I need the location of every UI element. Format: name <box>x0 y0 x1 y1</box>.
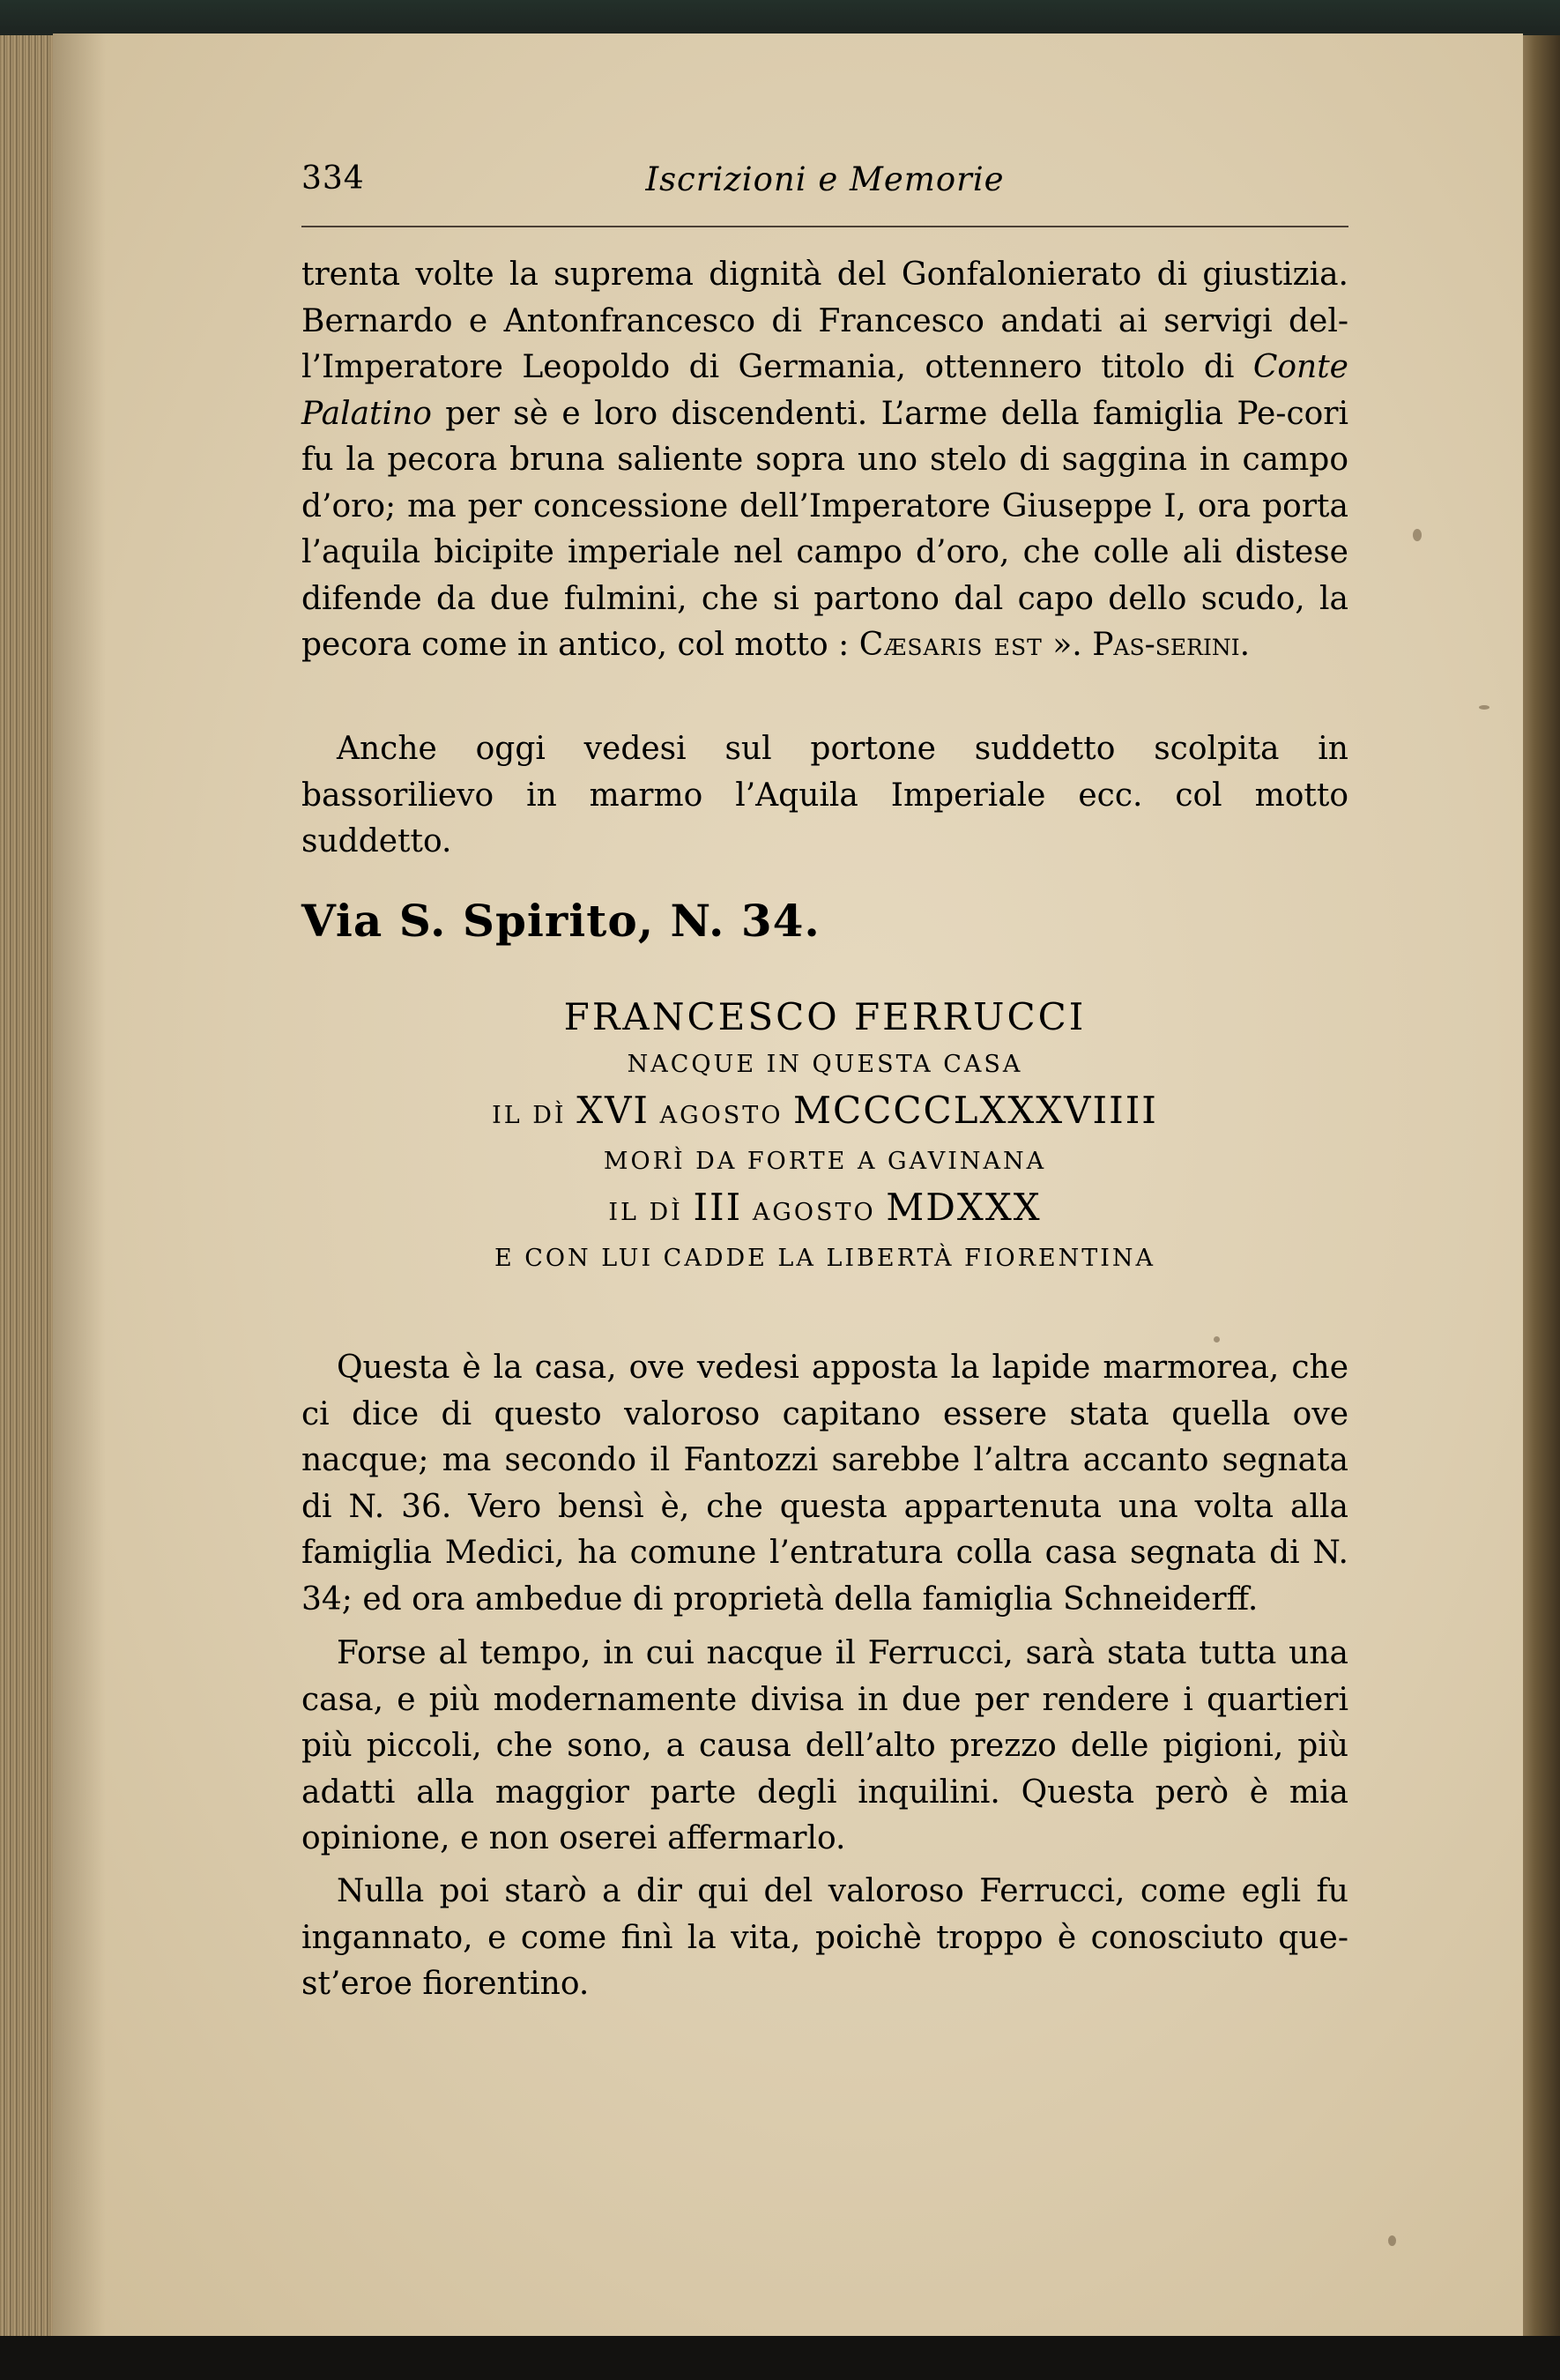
running-title: Iscrizioni e Memorie <box>645 160 1005 198</box>
inscription-word: IL DÌ <box>492 1102 567 1129</box>
inscription <box>301 992 1348 1281</box>
backdrop-top <box>0 0 1560 37</box>
paper-speck <box>1388 2235 1396 2246</box>
paragraph: Questa è la casa, ove vedesi apposta la lapide marmorea, che ci dice di questo valoroso capitano essere stata quella ove nacque; ma secondo il Fantozzi sarebbe l’altra accanto segnata di N. 36. Vero bensì è, che questa appartenuta una volta alla famiglia Medici, ha comune l’entratura colla casa segnata di N. 34; ed ora ambedue di proprietà della famiglia Schneiderff. <box>301 1350 1348 1618</box>
page-number: 334 <box>301 160 365 197</box>
italic-title: Conte Palatino <box>301 349 1348 432</box>
backdrop-bottom <box>0 2336 1560 2380</box>
roman-numeral: XVI <box>576 1089 650 1132</box>
author-citation: Pas-serini. <box>1092 627 1251 663</box>
inscription-word: AGOSTO <box>752 1199 876 1226</box>
paper-speck <box>1413 529 1422 541</box>
page-edge-right <box>1518 35 1560 2345</box>
roman-numeral: MDXXX <box>886 1186 1042 1229</box>
paper-speck <box>1214 1336 1220 1342</box>
paragraph: Forse al tempo, in cui nacque il Ferrucci, sarà stata tutta una casa, e più modernamente divisa in due per rendere i quartieri più piccoli, che sono, a causa dell’alto prezzo delle pigioni, più adatti alla maggior parte degli inquilini. Questa però è mia opinione, e non oserei affermarlo. <box>301 1635 1348 1856</box>
roman-numeral: III <box>693 1186 743 1229</box>
gutter-shade <box>53 33 106 2343</box>
inscription-line: E CON LUI CADDE LA LIBERTÀ FIORENTINA <box>494 1245 1156 1272</box>
text-run: trenta volte la suprema dignità del Gonfalonierato di giustizia. Bernardo e Antonfrancesco di Francesco andati ai servigi del-l’Imperatore Leopoldo di Germania, ottennero titolo di <box>301 257 1348 385</box>
paragraph: Nulla poi starò a dir qui del valoroso Ferrucci, come egli fu ingannato, e come finì la vita, poichè troppo è conosciuto que-st’eroe fiorentino. <box>301 1873 1348 2002</box>
inscription-line: FRANCESCO FERRUCCI <box>563 995 1087 1038</box>
text-run: per sè e loro discendenti. L’arme della famiglia Pe-cori fu la pecora bruna saliente sopra uno stelo di saggina in campo d’oro; ma per concessione dell’Imperatore Giuseppe I, ora porta l’aquila bicipite imperiale nel campo d’oro, che colle ali distese difende da due fulmini, che si partono dal capo dello scudo, la pecora come in antico, col motto : <box>301 395 1348 663</box>
inscription-line: NACQUE IN QUESTA CASA <box>627 1051 1023 1078</box>
page-edges-left <box>0 35 56 2345</box>
text-run: ». <box>1042 627 1093 663</box>
paragraph: Anche oggi vedesi sul portone suddetto scolpita in bassorilievo in marmo l’Aquila Imperiale ecc. col motto suddetto. <box>301 731 1348 859</box>
roman-numeral: MCCCCLXXXVIIII <box>793 1089 1158 1132</box>
paragraph-continuation <box>301 252 1348 669</box>
page-header <box>301 123 1348 227</box>
motto: Cæsaris est <box>858 627 1043 663</box>
inscription-line: MORÌ DA FORTE A GAVINANA <box>603 1148 1047 1175</box>
inscription-word: AGOSTO <box>659 1102 784 1129</box>
inscription-line <box>301 1184 1348 1237</box>
section-heading: Via S. Spirito, N. 34. <box>301 895 821 947</box>
paper-speck <box>1479 705 1489 710</box>
inscription-line <box>301 1087 1348 1140</box>
inscription-word: IL DÌ <box>608 1199 683 1226</box>
